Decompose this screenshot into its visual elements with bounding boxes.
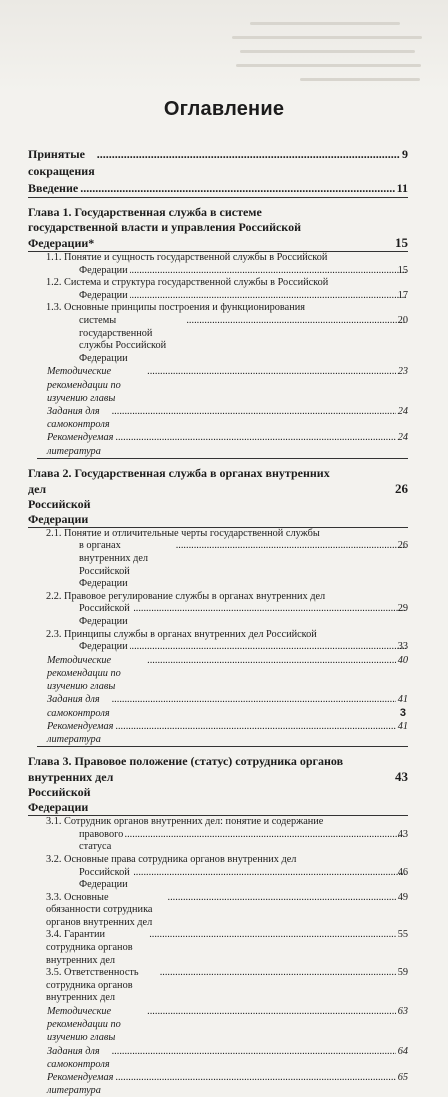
toc-page-number: 65 (397, 1072, 408, 1084)
section-line: Федерации (79, 641, 128, 653)
section-line: 3.3. Основные обязанности сотрудника органов внутренних дел (46, 891, 153, 928)
section-last-line: системы государственной службы Российской Федерации ..... 20 (57, 315, 408, 365)
toc-section[interactable] (37, 252, 408, 277)
chapter-heading[interactable] (28, 754, 408, 816)
section-line: 1.2. Система и структура государственной службы в Российской (46, 277, 329, 289)
dot-leader (147, 654, 396, 667)
toc-page-number: 24 (397, 405, 408, 417)
dot-leader (160, 967, 396, 980)
bleed-line (232, 36, 422, 39)
section-line: в органах внутренних дел Российской Федерации (79, 540, 149, 590)
toc-entry-text: Методические рекомендации по изучению главы (47, 1006, 121, 1044)
chapter-title-line: внутренних дел Российской Федерации (28, 770, 114, 815)
table-of-contents (28, 146, 408, 1097)
chapter-sections (28, 816, 408, 1097)
toc-entry-text: Методические рекомендации по изучению главы (47, 654, 121, 693)
toc-section[interactable] (37, 629, 408, 654)
bleed-through-area (0, 0, 448, 92)
toc-entry-text: Введение (28, 181, 79, 195)
section-line: Российской Федерации (79, 603, 130, 627)
section-line: 2.2. Правовое регулирование службы в органах внутренних дел (46, 590, 326, 602)
toc-meta-entry[interactable] (37, 365, 408, 405)
toc-page-number: 64 (397, 1045, 408, 1057)
dot-leader (134, 603, 406, 616)
toc-meta-entry[interactable] (37, 654, 408, 694)
toc-entry[interactable] (28, 180, 408, 198)
toc-section[interactable] (37, 277, 408, 302)
chapter-title-last-line (28, 481, 408, 528)
dot-leader (80, 180, 394, 197)
toc-page-number: 49 (397, 891, 408, 903)
section-last-line: Федерации ..... 15 (57, 265, 408, 278)
toc-entry[interactable] (28, 146, 408, 180)
section-last-line: Российской Федерации ..... 46 (57, 867, 408, 892)
toc-section[interactable] (37, 967, 408, 1005)
toc-entry-text: Рекомендуемая литература (47, 1072, 114, 1097)
section-line: системы государственной службы Российской Федерации (79, 314, 167, 364)
toc-meta-entry[interactable] (37, 720, 408, 747)
toc-section[interactable] (37, 528, 408, 591)
chapter-title-line: Глава 3. Правовое положение (статус) сотрудника органов (28, 754, 344, 769)
toc-entry-text: Методические рекомендации по изучению главы (47, 366, 121, 404)
dot-leader (187, 315, 406, 328)
toc-entry-text: Принятые сокращения (28, 147, 95, 178)
section-line: 1.1. Понятие и сущность государственной службы в Российской (46, 252, 328, 263)
dot-leader (115, 720, 395, 733)
chapter-title-line: Федерации* (28, 236, 95, 250)
bleed-line (250, 22, 400, 25)
toc-meta-entry[interactable] (37, 1071, 408, 1097)
chapter-heading[interactable] (28, 205, 408, 252)
bleed-line (236, 64, 421, 67)
section-last-line: Российской Федерации ..... 29 (57, 603, 408, 628)
toc-meta-entry[interactable] (37, 431, 408, 458)
chapter-heading[interactable] (28, 466, 408, 528)
toc-meta-entry[interactable] (37, 405, 408, 431)
toc-section[interactable] (37, 892, 408, 930)
toc-entry-text: Задания для самоконтроля (47, 1045, 110, 1070)
toc-section[interactable] (37, 929, 408, 967)
chapter-title-line: дел Российской Федерации (28, 481, 91, 526)
dot-leader (168, 892, 396, 905)
toc-page-number: 9 (402, 147, 408, 161)
section-last-line: правового статуса ..... 43 (57, 829, 408, 854)
dot-leader (134, 867, 406, 880)
toc-page-number: 11 (396, 181, 408, 195)
toc-page-number: 40 (397, 654, 408, 666)
section-last-line: Федерации ..... 17 (57, 290, 408, 303)
dot-leader (147, 1005, 396, 1018)
dot-leader (97, 146, 400, 163)
section-line: Федерации (79, 289, 128, 301)
chapter-title-last-line (28, 235, 408, 252)
toc-page-number: 59 (397, 967, 408, 979)
section-line: 3.2. Основные права сотрудника органов внутренних дел (46, 853, 297, 865)
section-last-line: Федерации ..... 33 (57, 641, 408, 654)
bleed-line (300, 78, 420, 81)
section-line: 3.4. Гарантии сотрудника органов внутренних дел (46, 929, 133, 966)
dot-leader (112, 405, 396, 418)
section-line: Российской Федерации (79, 866, 130, 891)
section-last-line: в органах внутренних дел Российской Федерации ..... 26 (57, 540, 408, 590)
toc-meta-entry[interactable] (37, 1045, 408, 1071)
toc-page-number: 41 (397, 720, 408, 732)
toc-meta-entry[interactable] (37, 693, 408, 719)
toc-section[interactable] (37, 854, 408, 892)
dot-leader (115, 431, 395, 444)
toc-section[interactable] (37, 816, 408, 854)
toc-page-number: 43 (395, 769, 408, 785)
section-line: 2.3. Принципы службы в органах внутренних дел Российской (46, 628, 317, 640)
dot-leader (176, 540, 406, 553)
toc-page-number: 23 (397, 366, 408, 378)
section-line: 1.3. Основные принципы построения и функционирования (46, 302, 305, 314)
chapter-title-line: государственной власти и управления Российской (28, 220, 301, 234)
toc-entry-text: Рекомендуемая литература (47, 432, 114, 457)
toc-page-number: 26 (395, 480, 408, 496)
chapter-sections (28, 252, 408, 459)
section-line: 2.1. Понятие и отличительные черты государственной службы (46, 527, 320, 539)
toc-section[interactable] (37, 591, 408, 629)
dot-leader (147, 365, 396, 378)
dot-leader (130, 641, 406, 654)
chapter-title-last-line (28, 769, 408, 816)
dot-leader (149, 929, 396, 942)
toc-page-number: 41 (397, 694, 408, 706)
dot-leader (130, 265, 406, 278)
toc-page-number: 55 (397, 929, 408, 941)
page-title: Оглавление (163, 98, 285, 120)
dot-leader (130, 290, 406, 303)
toc-page-number: 15 (395, 235, 408, 250)
section-line: правового статуса (79, 828, 124, 853)
toc-entry-text: Рекомендуемая литература (47, 720, 114, 745)
toc-entry-text: Задания для самоконтроля (47, 694, 110, 719)
chapter-sections (28, 528, 408, 747)
chapter-title-line: Глава 1. Государственная служба в системе (28, 205, 262, 219)
dot-leader (112, 693, 396, 706)
toc-page-number: 24 (397, 432, 408, 444)
toc-page-number: 63 (397, 1006, 408, 1018)
toc-meta-entry[interactable] (37, 1005, 408, 1045)
toc-section[interactable] (37, 302, 408, 365)
dot-leader (112, 1045, 396, 1058)
section-line: 3.1. Сотрудник органов внутренних дел: понятие и содержание (46, 816, 324, 828)
dot-leader (125, 829, 406, 842)
chapter-title-line: Глава 2. Государственная служба в органах внутренних (28, 465, 330, 480)
section-line: 3.5. Ответственность сотрудника органов внутренних дел (46, 967, 139, 1004)
page-number: 3 (399, 707, 406, 719)
toc-entry-text: Задания для самоконтроля (47, 405, 110, 431)
bleed-line (240, 50, 415, 53)
section-line: Федерации (79, 264, 128, 276)
dot-leader (115, 1071, 395, 1084)
